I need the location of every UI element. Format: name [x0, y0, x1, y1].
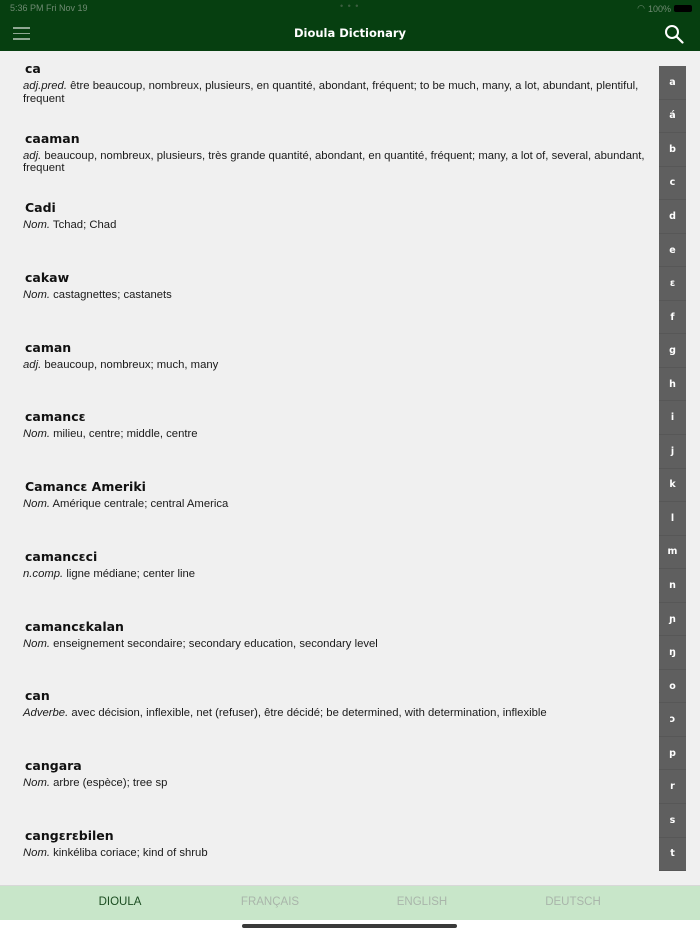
index-letter[interactable]: t	[659, 838, 686, 872]
status-bar	[0, 0, 700, 17]
entry-pos: Nom.	[23, 498, 50, 511]
entry-definition	[23, 150, 648, 175]
page-title: Dioula Dictionary	[293, 26, 407, 40]
battery-icon	[674, 5, 692, 12]
entry-definition	[23, 707, 648, 720]
list-item[interactable]	[0, 190, 655, 260]
list-item[interactable]	[0, 818, 655, 885]
entry-pos: adj.	[23, 149, 42, 162]
index-letter[interactable]: d	[659, 200, 686, 234]
index-letter[interactable]: k	[659, 469, 686, 503]
list-item[interactable]	[0, 469, 655, 539]
entry-headword: camancɛkalan	[25, 618, 124, 634]
entry-definition-text: Amérique centrale; central America	[50, 498, 229, 511]
entry-definition-text: avec décision, inflexible, net (refuser), être décidé; be determined, with determination, inflexible	[68, 707, 547, 720]
entry-definition	[23, 428, 648, 441]
entry-pos: Nom.	[23, 846, 50, 859]
tab-deutsch[interactable]: DEUTSCH	[545, 896, 601, 908]
list-item[interactable]	[0, 539, 655, 609]
index-letter[interactable]: f	[659, 301, 686, 335]
nav-bar	[0, 17, 700, 51]
entry-definition	[23, 219, 648, 232]
index-letter[interactable]: ɛ	[659, 267, 686, 301]
index-letter[interactable]: i	[659, 401, 686, 435]
entry-definition	[23, 638, 648, 651]
entry-pos: Nom.	[23, 289, 50, 302]
index-letter[interactable]: ɔ	[659, 703, 686, 737]
entry-headword: cangɛrɛbilen	[25, 827, 114, 843]
entry-headword: Camancɛ Ameriki	[25, 479, 146, 495]
entry-pos: Nom.	[23, 219, 50, 232]
entry-definition	[23, 289, 648, 302]
list-item[interactable]	[0, 678, 655, 748]
tab-dioula[interactable]: DIOULA	[98, 896, 142, 908]
index-letter[interactable]: c	[659, 167, 686, 201]
entry-headword: caaman	[25, 130, 80, 146]
entry-definition-text: ligne médiane; center line	[63, 567, 196, 580]
entry-headword: camancɛ	[25, 409, 86, 425]
entry-definition-text: beaucoup, nombreux, plusieurs, très grande quantité, abondant, en quantité, fréquent; many, a lot of, several, abundant, frequent	[23, 149, 645, 175]
wifi-icon: ◠	[637, 3, 645, 13]
list-item[interactable]	[0, 399, 655, 469]
entry-list	[0, 51, 655, 885]
entry-headword: caman	[25, 339, 72, 355]
status-time: 5:36 PM Fri Nov 19	[10, 3, 88, 13]
entry-definition	[23, 80, 648, 105]
list-item[interactable]	[0, 748, 655, 818]
battery-percent: 100%	[647, 3, 671, 14]
entry-definition-text: milieu, centre; middle, centre	[50, 428, 198, 441]
index-letter[interactable]: s	[659, 804, 686, 838]
entry-pos: Nom.	[23, 637, 50, 650]
index-letter[interactable]: a	[659, 66, 686, 100]
entry-definition-text: Tchad; Chad	[50, 219, 117, 232]
entry-definition	[23, 359, 648, 372]
alphabet-index[interactable]	[659, 66, 686, 871]
entry-pos: adj.	[23, 358, 42, 371]
list-item[interactable]	[0, 609, 655, 679]
entry-definition	[23, 498, 648, 511]
entry-headword: cangara	[25, 757, 82, 773]
entry-pos: adj.pred.	[23, 80, 67, 92]
entry-definition-text: castagnettes; castanets	[50, 289, 172, 302]
tab-english[interactable]: ENGLISH	[396, 896, 448, 908]
list-item[interactable]	[0, 330, 655, 400]
index-letter[interactable]: n	[659, 569, 686, 603]
index-letter[interactable]: j	[659, 435, 686, 469]
list-item[interactable]	[0, 51, 655, 121]
entry-headword: can	[25, 688, 50, 704]
entry-pos: Nom.	[23, 776, 50, 789]
language-tab-bar	[0, 885, 700, 921]
index-letter[interactable]: g	[659, 334, 686, 368]
entry-definition-text: arbre (espèce); tree sp	[50, 776, 168, 789]
entry-definition	[23, 568, 648, 581]
entry-definition	[23, 847, 648, 860]
tab-francais[interactable]: FRANÇAIS	[240, 896, 300, 908]
entry-headword: camancɛci	[25, 548, 98, 564]
index-letter[interactable]: e	[659, 234, 686, 268]
index-letter[interactable]: r	[659, 770, 686, 804]
entry-pos: Nom.	[23, 428, 50, 441]
entry-headword: ca	[25, 61, 41, 76]
entry-definition-text: enseignement secondaire; secondary education, secondary level	[50, 637, 378, 650]
list-item[interactable]	[0, 260, 655, 330]
index-letter[interactable]: h	[659, 368, 686, 402]
entry-pos: Adverbe.	[23, 707, 69, 720]
index-letter[interactable]: b	[659, 133, 686, 167]
entry-pos: n.comp.	[23, 567, 64, 580]
index-letter[interactable]: ɲ	[659, 603, 686, 637]
entry-headword: cakaw	[25, 270, 70, 286]
multitask-dots: • • •	[340, 1, 360, 11]
entry-definition-text: être beaucoup, nombreux, plusieurs, en quantité, abondant, fréquent; to be much, many, a lot, abundant, plentiful, frequent	[23, 80, 639, 105]
entry-definition	[23, 777, 648, 790]
index-letter[interactable]: m	[659, 536, 686, 570]
index-letter[interactable]: p	[659, 737, 686, 771]
index-letter[interactable]: ŋ	[659, 636, 686, 670]
list-item[interactable]	[0, 121, 655, 191]
entry-definition-text: beaucoup, nombreux; much, many	[41, 358, 219, 371]
entry-headword: Cadi	[25, 200, 56, 216]
index-letter[interactable]: á	[659, 100, 686, 134]
battery-status	[637, 3, 692, 14]
index-letter[interactable]: o	[659, 670, 686, 704]
search-icon[interactable]	[664, 24, 684, 44]
index-letter[interactable]: l	[659, 502, 686, 536]
home-indicator	[242, 924, 457, 928]
entry-definition-text: kinkéliba coriace; kind of shrub	[50, 846, 208, 859]
